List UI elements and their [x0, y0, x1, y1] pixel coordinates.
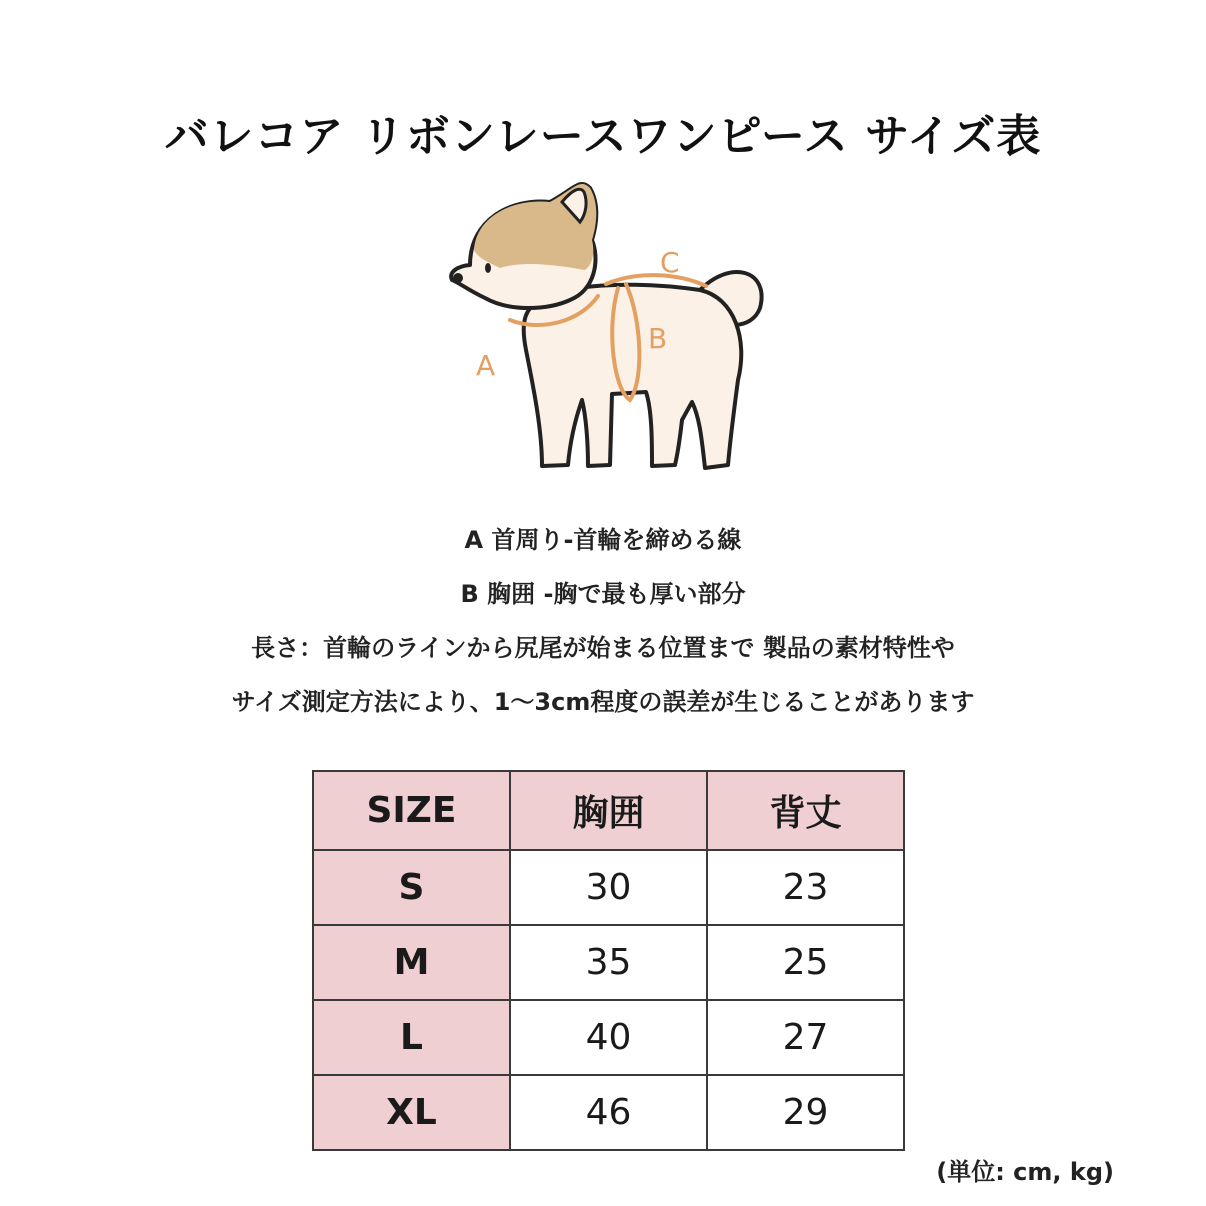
note-line: A 首周り-首輪を締める線: [464, 526, 742, 554]
dog-nose: [453, 273, 463, 283]
page-title: バレコア リボンレースワンピース サイズ表: [164, 111, 1042, 162]
chest-cell: 30: [510, 850, 707, 925]
table-row: [313, 850, 904, 925]
measurement-notes: [0, 518, 1206, 734]
dog-measurement-diagram: [430, 180, 790, 480]
table-row: [313, 1075, 904, 1150]
length-cell: 27: [707, 1000, 904, 1075]
length-cell: 29: [707, 1075, 904, 1150]
length-cell: 25: [707, 925, 904, 1000]
header-chest: 胸囲: [510, 771, 707, 850]
size-cell: S: [313, 850, 510, 925]
label-b: B: [648, 322, 668, 355]
chest-cell: 35: [510, 925, 707, 1000]
chest-cell: 40: [510, 1000, 707, 1075]
chest-cell: 46: [510, 1075, 707, 1150]
note-line: B 胸囲 -胸で最も厚い部分: [460, 580, 746, 608]
label-c: C: [660, 246, 680, 279]
note-line: サイズ測定方法により、1〜3cm程度の誤差が生じることがあります: [231, 688, 975, 716]
table-row: [313, 1000, 904, 1075]
dog-eye: [485, 263, 491, 273]
label-a: A: [476, 349, 496, 382]
header-size: SIZE: [313, 771, 510, 850]
size-cell: L: [313, 1000, 510, 1075]
unit-note: (単位: cm, kg): [936, 1158, 1114, 1186]
table-row: [313, 925, 904, 1000]
table-header-row: [313, 771, 904, 850]
size-cell: XL: [313, 1075, 510, 1150]
length-cell: 23: [707, 850, 904, 925]
dog-body: [524, 285, 742, 468]
size-cell: M: [313, 925, 510, 1000]
header-back-length: 背丈: [707, 771, 904, 850]
size-table: [312, 770, 905, 1151]
note-line: 長さ：首輪のラインから尻尾が始まる位置まで 製品の素材特性や: [251, 634, 955, 662]
